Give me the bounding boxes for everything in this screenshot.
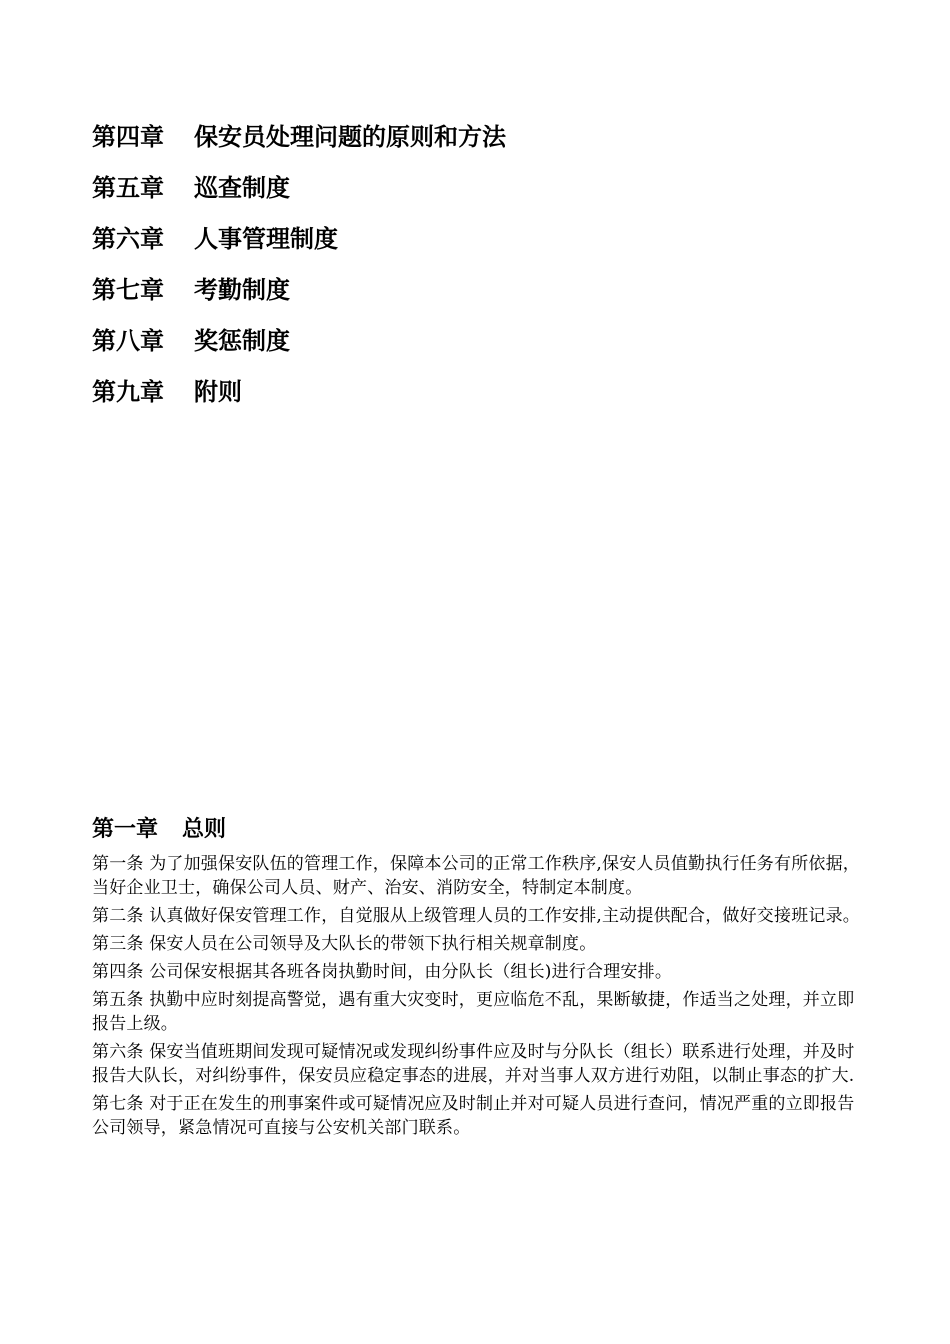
article-4: 第四条 公司保安根据其各班各岗执勤时间，由分队长（组长)进行合理安排。 — [92, 962, 673, 982]
toc-item-chapter-9 — [92, 372, 852, 423]
toc-chapter-number: 第六章 — [92, 224, 164, 253]
article-3: 第三条 保安人员在公司领导及大队长的带领下执行相关规章制度。 — [92, 934, 597, 954]
chapter-section — [92, 812, 862, 1144]
toc-chapter-title: 奖惩制度 — [194, 326, 290, 355]
chapter-number: 第一章 — [92, 816, 159, 842]
article-5: 第五条 执勤中应时刻提高警觉，遇有重大灾变时，更应临危不乱，果断敏捷，作适当之处理，并立即报告上级。 — [92, 990, 855, 1034]
toc-item-chapter-5 — [92, 168, 852, 219]
article-2: 第二条 认真做好保安管理工作，自觉服从上级管理人员的工作安排,主动提供配合，做好交接班记录。 — [92, 906, 861, 926]
toc-chapter-number: 第四章 — [92, 122, 164, 151]
toc-chapter-title: 附则 — [194, 377, 242, 406]
toc-item-chapter-8 — [92, 321, 852, 372]
article-1: 第一条 为了加强保安队伍的管理工作，保障本公司的正常工作秩序,保安人员值勤执行任务有所依据，当好企业卫士，确保公司人员、财产、治安、消防安全，特制定本制度。 — [92, 854, 861, 898]
toc-chapter-number: 第七章 — [92, 275, 164, 304]
toc-chapter-title: 保安员处理问题的原则和方法 — [194, 122, 506, 151]
article-7: 第七条 对于正在发生的刑事案件或可疑情况应及时制止并对可疑人员进行查问，情况严重的立即报告公司领导，紧急情况可直接与公安机关部门联系。 — [92, 1094, 855, 1138]
toc-chapter-number: 第九章 — [92, 377, 164, 406]
toc-item-chapter-7 — [92, 270, 852, 321]
chapter-heading — [92, 812, 862, 852]
toc-chapter-number: 第八章 — [92, 326, 164, 355]
toc-chapter-number: 第五章 — [92, 173, 164, 202]
toc-item-chapter-6 — [92, 219, 852, 270]
chapter-title: 总则 — [182, 816, 227, 842]
table-of-contents — [92, 117, 852, 423]
article-6: 第六条 保安当值班期间发现可疑情况或发现纠纷事件应及时与分队长（组长）联系进行处理，并及时报告大队长，对纠纷事件，保安员应稳定事态的进展，并对当事人双方进行劝阻，以制止事态的扩大. — [92, 1042, 855, 1086]
toc-chapter-title: 人事管理制度 — [194, 224, 338, 253]
toc-chapter-title: 巡查制度 — [194, 173, 290, 202]
toc-chapter-title: 考勤制度 — [194, 275, 290, 304]
toc-item-chapter-4 — [92, 117, 852, 168]
